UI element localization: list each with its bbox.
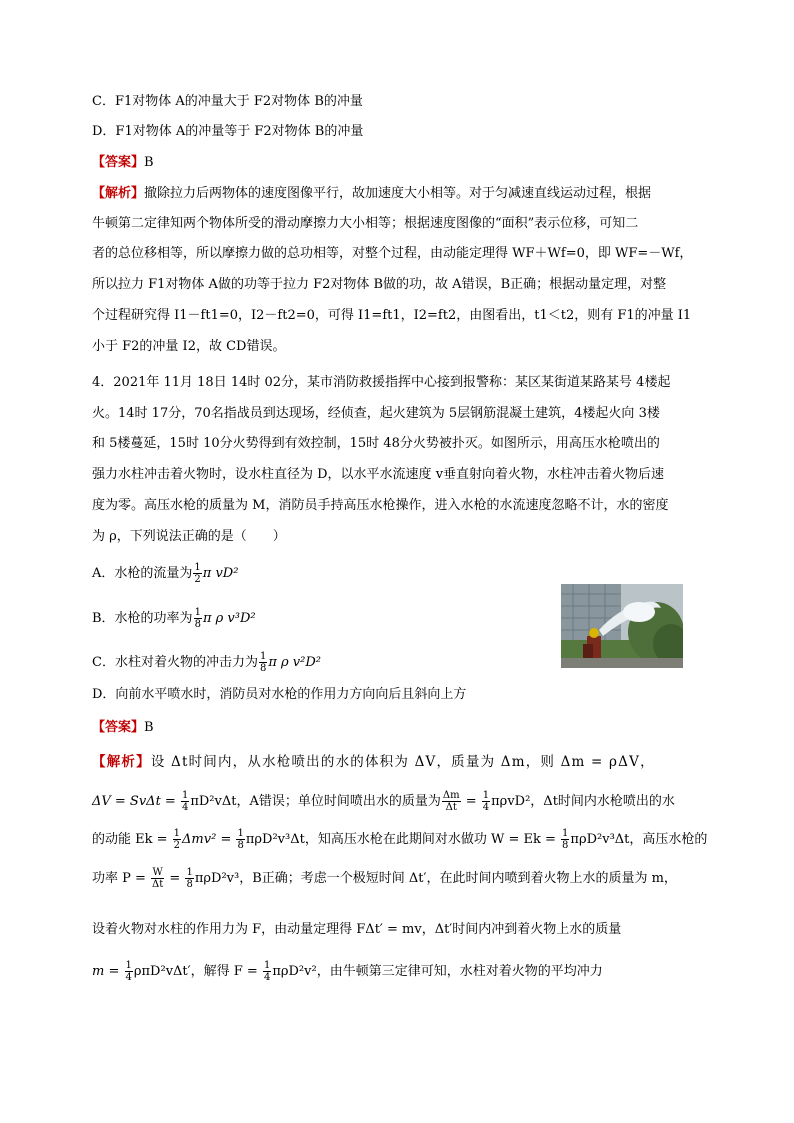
frac-num: W <box>152 867 163 878</box>
frac-num: 1 <box>562 828 569 839</box>
explanation-2-line-1 <box>92 754 655 770</box>
frac-den: 2 <box>194 574 201 585</box>
explanation-2-line-3 <box>92 828 707 851</box>
fraction <box>263 960 271 983</box>
fraction <box>482 790 490 813</box>
explanation-2-line-5: 设着火物对水柱的作用力为 F，由动量定理得 FΔt′ = mv，Δt′时间内冲到着火物上水的质量 <box>92 922 622 937</box>
explanation-2-line-2: ΔV = SvΔt = $\frac{1}{4}$ πD²vΔt，A错误；单位时间喷出水的质量为 $\frac{\Delta m}{\Delta t}$ = $\frac{1}{4}$ πρvD²，Δt时间内水枪喷出的水 <box>92 790 675 813</box>
answer-tag: 【答案】 <box>92 155 145 170</box>
frac-num: 1 <box>181 790 189 801</box>
explanation-tag: 【解析】 <box>92 186 145 201</box>
option-c-prev: C．F1对物体 A的冲量大于 F2对物体 B的冲量 <box>92 94 363 109</box>
explanation-2-line-6 <box>92 960 603 983</box>
question-4-line-5: 度为零。高压水枪的质量为 M，消防员手持高压水枪操作，进入水枪的水流速度忽略不计，水的密度 <box>92 498 669 513</box>
frac-den: 8 <box>237 840 244 851</box>
frac-num: 1 <box>482 790 490 801</box>
question-4-line-2: 火。14时 17分，70名指战员到达现场，经侦查，起火建筑为 5层钢筋混凝土建筑，4楼起火向 3楼 <box>92 406 660 421</box>
explanation-text: 撤除拉力后两物体的速度图像平行，故加速度大小相等。对于匀减速直线运动过程，根据 <box>144 186 652 201</box>
text: πρD²v³Δt，知高压水枪在此期间对水做功 W = Ek = <box>245 832 556 847</box>
option-d-prev: D．F1对物体 A的冲量等于 F2对物体 B的冲量 <box>92 124 364 139</box>
frac-num: 1 <box>263 960 271 971</box>
question-4-line-6: 为 ρ，下列说法正确的是（ ） <box>92 529 286 544</box>
explanation-text: 设 Δt时间内，从水枪喷出的水的体积为 ΔV，质量为 Δm，则 Δm = ρΔV， <box>150 754 655 770</box>
frac-den: 2 <box>173 840 181 851</box>
frac-num: 1 <box>194 607 201 618</box>
frac-num: Δm <box>442 790 460 801</box>
text: πD²vΔt，A错误；单位时间喷出水的质量为 <box>190 794 441 809</box>
text: 功率 P = <box>92 871 146 886</box>
frac-den: 8 <box>562 840 569 851</box>
fraction <box>561 828 569 851</box>
frac-den: 4 <box>263 972 271 983</box>
fraction <box>125 960 133 983</box>
option-c-text: C．水柱对着火物的冲击力为 <box>92 655 258 670</box>
fraction <box>194 607 202 630</box>
fraction <box>151 867 164 890</box>
text: ρπD²vΔt′，解得 F = <box>133 964 258 979</box>
frac-den: 4 <box>125 972 132 983</box>
frac-den: 4 <box>181 802 189 813</box>
frac-num: 1 <box>186 867 193 878</box>
explanation-1-line-6: 小于 F2的冲量 I2，故 CD错误。 <box>92 339 286 354</box>
frac-den: 8 <box>186 879 193 890</box>
fraction <box>181 790 189 813</box>
formula: m = <box>92 964 120 979</box>
fraction <box>259 651 267 674</box>
fraction <box>193 562 201 585</box>
question-4-line-1: 4．2021年 11月 18日 14时 02分，某市消防救援指挥中心接到报警称：某区某街道某路某号 4楼起 <box>92 375 671 390</box>
frac-den: 8 <box>259 663 267 674</box>
option-b-formula: π ρ v³D² <box>202 611 256 626</box>
explanation-1-line-5: 个过程研究得 I1－ft1=0，I2－ft2=0，可得 I1=ft1，I2=ft2，由图看出，t1＜t2，则有 F1的冲量 I1 <box>92 308 692 323</box>
fraction <box>442 790 461 813</box>
explanation-2-line-4: 功率 P = $\frac{W}{\Delta t}$ = $\frac{1}{8}$ πρD²v³，B正确；考虑一个极短时间 Δt′，在此时间内喷到着火物上水的质量为 m， <box>92 867 677 890</box>
frac-den: 4 <box>482 802 490 813</box>
frac-num: 1 <box>194 562 201 573</box>
explanation-tag: 【解析】 <box>92 754 151 770</box>
option-c <box>92 651 321 674</box>
frac-num: 1 <box>237 828 244 839</box>
fraction <box>236 828 244 851</box>
question-4-line-3: 和 5楼蔓延，15时 10分火势得到有效控制，15时 48分火势被扑灭。如图所示，用高压水枪喷出的 <box>92 436 660 451</box>
explanation-1-line-2: 牛顿第二定律知两个物体所受的滑动摩擦力大小相等；根据速度图像的“面积”表示位移，可知二 <box>92 216 639 231</box>
text: πρvD²，Δt时间内水枪喷出的水 <box>491 794 675 809</box>
fraction <box>173 828 181 851</box>
answer-tag: 【答案】 <box>92 720 145 735</box>
option-d: D．向前水平喷水时，消防员对水枪的作用力方向向后且斜向上方 <box>92 687 467 702</box>
formula: Δmv² = <box>182 832 232 847</box>
explanation-1-line-4: 所以拉力 F1对物体 A做的功等于拉力 F2对物体 B做的功，故 A错误，B正确；根据动量定理，对整 <box>92 277 667 292</box>
explanation-1-line-1 <box>92 186 651 202</box>
firefighter-photo <box>561 584 683 668</box>
option-b <box>92 607 256 630</box>
answer-value: B <box>144 155 154 170</box>
answer-value: B <box>144 720 154 735</box>
explanation-1-line-3: 者的总位移相等，所以摩擦力做的总功相等，对整个过程，由动能定理得 WF＋Wf=0，即 WF=－Wf， <box>92 246 693 261</box>
text: πρD²v³Δt，高压水枪的 <box>570 832 708 847</box>
frac-num: 1 <box>125 960 132 971</box>
answer-1 <box>92 155 154 171</box>
formula: ΔV = SvΔt = <box>92 794 176 809</box>
option-a-text: A．水枪的流量为 <box>92 566 193 581</box>
text: 的动能 Ek = <box>92 832 168 847</box>
text: πρD²v³，B正确；考虑一个极短时间 Δt′，在此时间内喷到着火物上水的质量为 m， <box>194 871 677 886</box>
frac-num: 1 <box>259 651 267 662</box>
text: πρD²v²，由牛顿第三定律可知，水柱对着火物的平均冲力 <box>272 964 603 979</box>
frac-den: Δt <box>445 802 457 813</box>
option-a <box>92 562 238 585</box>
question-4-line-4: 强力水柱冲击着火物时，设水柱直径为 D，以水平水流速度 v垂直射向着火物，水柱冲击着火物后速 <box>92 467 665 482</box>
option-c-formula: π ρ v²D² <box>268 655 321 670</box>
frac-den: Δt <box>152 879 164 890</box>
fraction <box>185 867 193 890</box>
frac-num: 1 <box>173 828 181 839</box>
option-b-text: B．水枪的功率为 <box>92 611 193 626</box>
answer-2 <box>92 720 154 736</box>
frac-den: 8 <box>194 619 201 630</box>
option-a-formula: π vD² <box>202 566 239 581</box>
